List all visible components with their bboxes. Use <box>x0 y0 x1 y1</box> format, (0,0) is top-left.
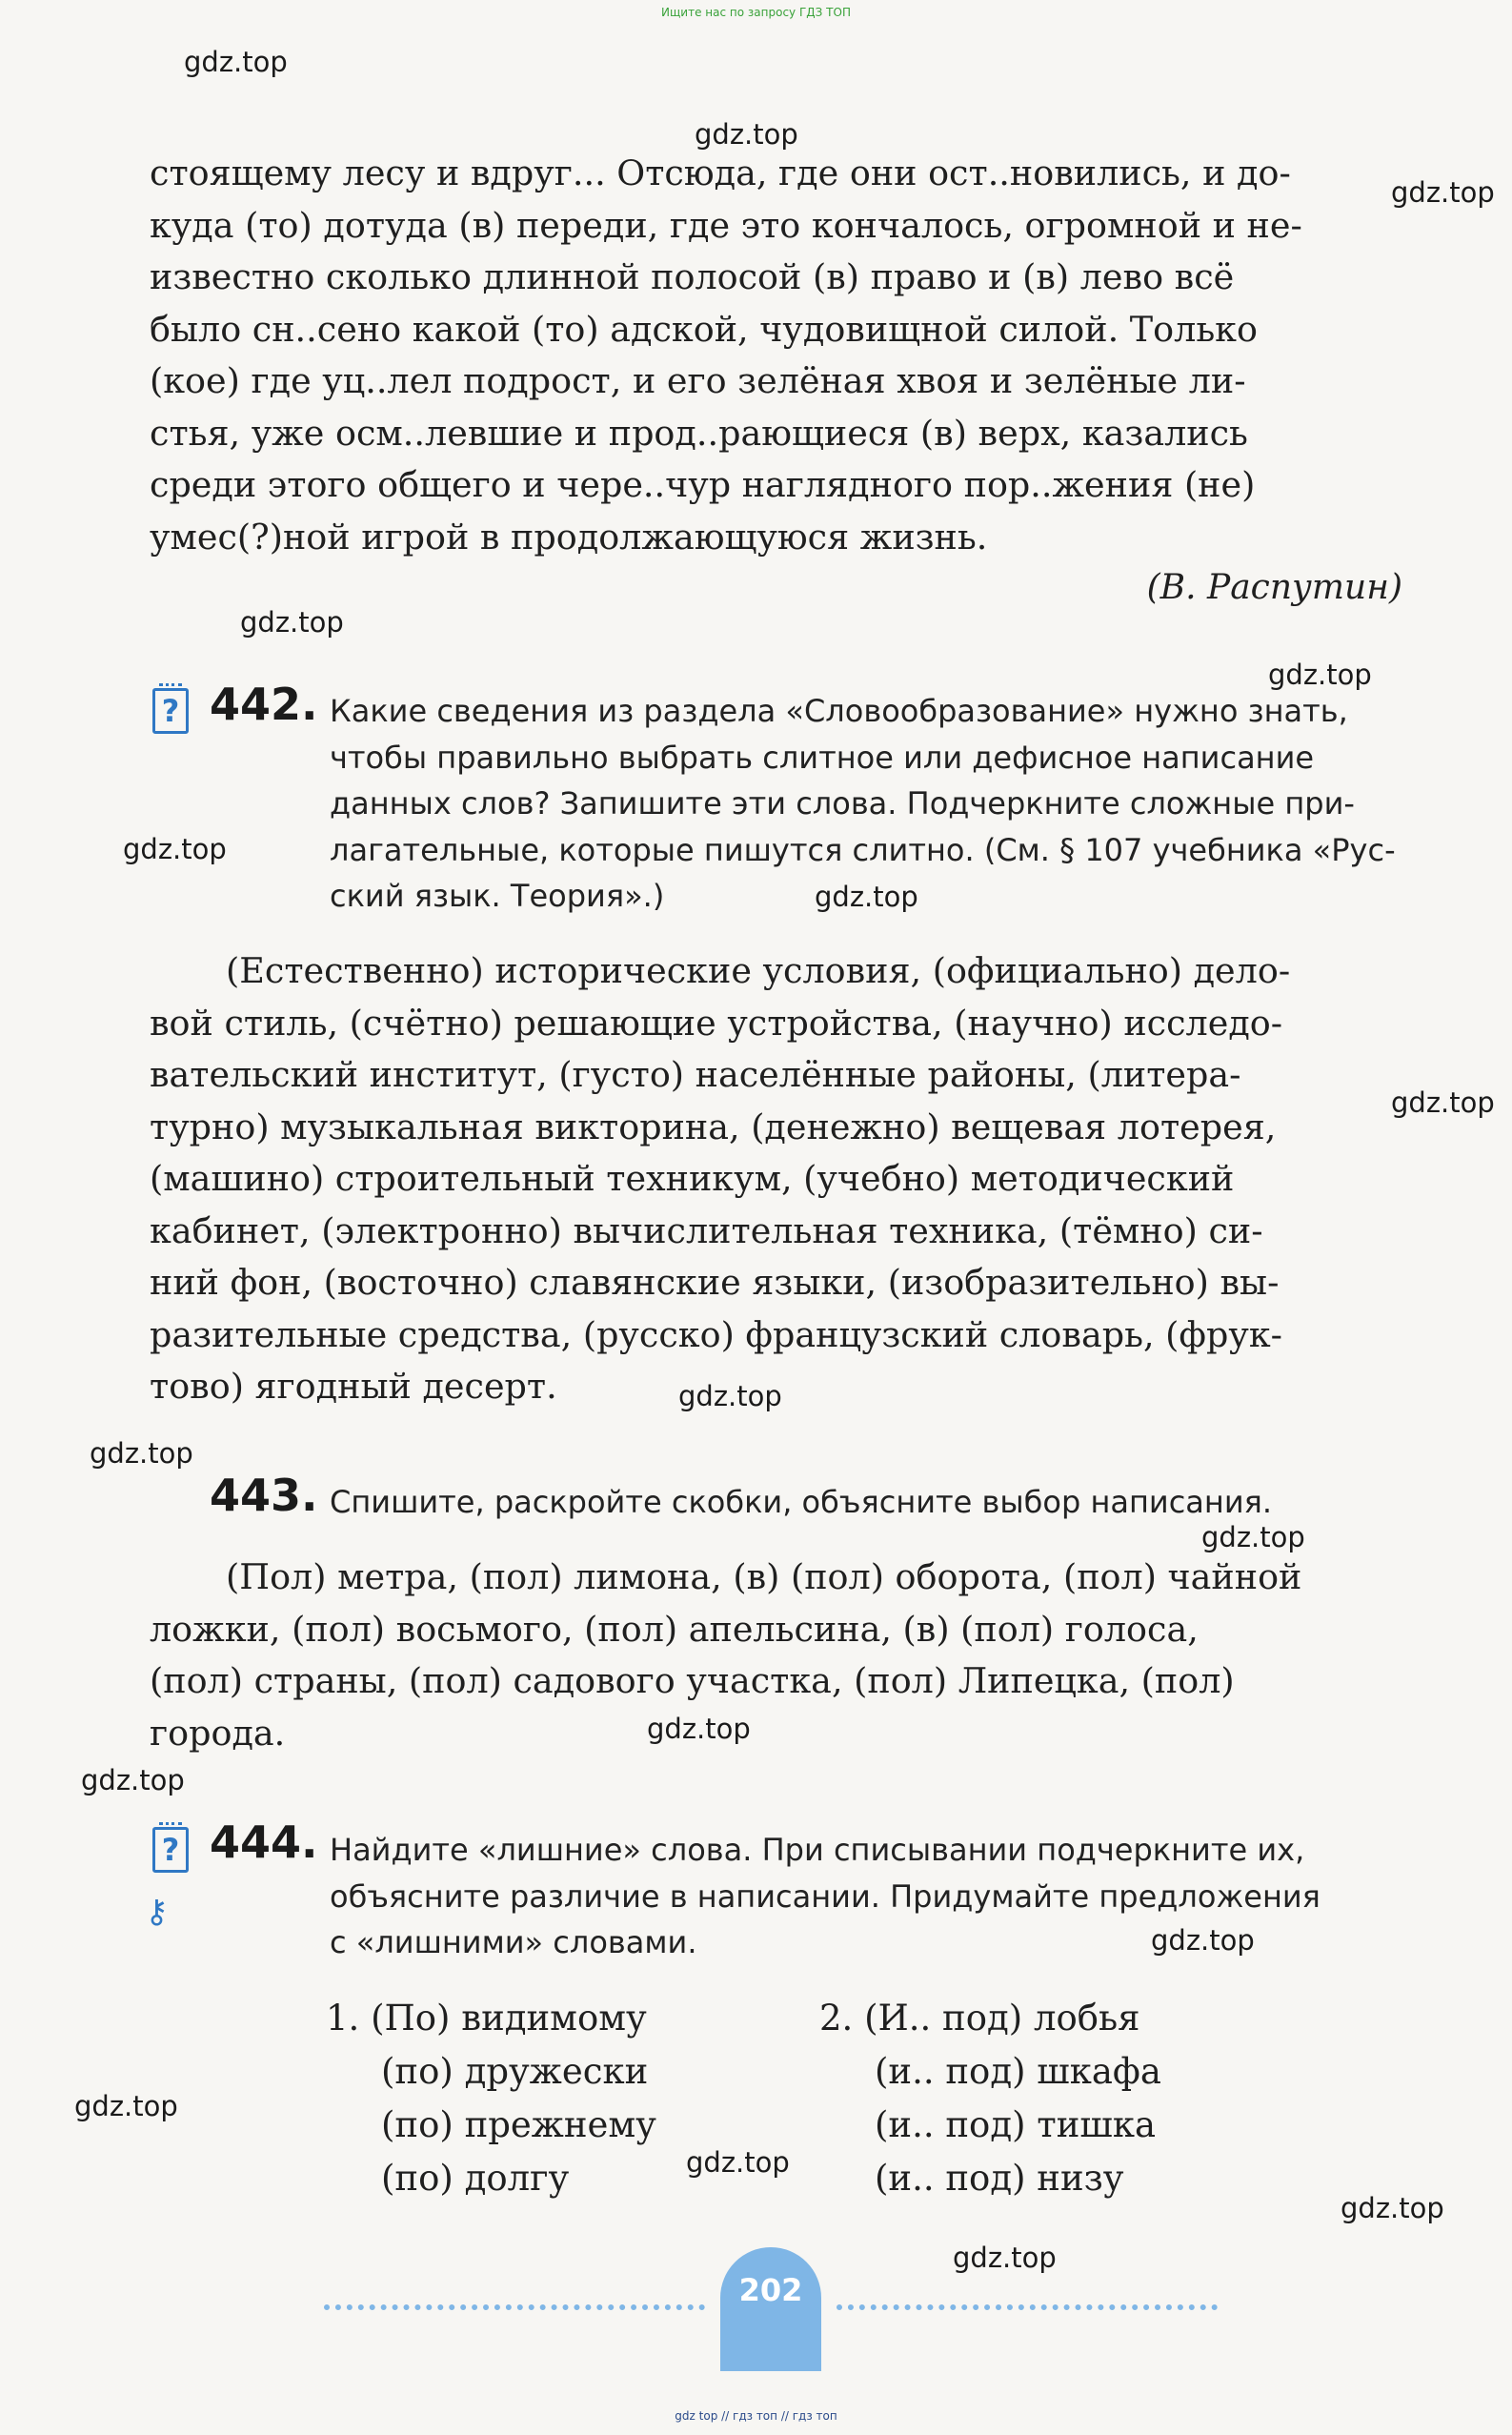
footer-dots-right <box>837 2304 1218 2316</box>
key-icon: ⚷ <box>145 1893 169 1931</box>
word-item: (и.. под) низу <box>875 2158 1124 2199</box>
watermark: gdz.top <box>1268 659 1372 691</box>
watermark: gdz.top <box>123 833 227 865</box>
exercise-line: разительные средства, (русско) французский словарь, (фрук- <box>150 1313 1282 1355</box>
word-item: (по) прежнему <box>381 2104 656 2145</box>
watermark: gdz.top <box>81 1764 185 1796</box>
instruction-line: Найдите «лишние» слова. При списывании подчеркните их, <box>330 1832 1305 1868</box>
word-item: (по) дружески <box>381 2051 649 2092</box>
instruction-line: объясните различие в написании. Придумайте предложения <box>330 1877 1320 1915</box>
exercise-line: ложки, (пол) восьмого, (пол) апельсина, (в) (пол) голоса, <box>150 1608 1199 1650</box>
exercise-line: вой стиль, (счётно) решающие устройства, (научно) исследо- <box>150 1002 1283 1044</box>
footer-dots-left <box>324 2304 705 2316</box>
passage-line: куда (то) дотуда (в) переди, где это кончалось, огромной и не- <box>150 204 1302 246</box>
watermark: gdz.top <box>74 2090 178 2122</box>
instruction-line: чтобы правильно выбрать слитное или дефисное написание <box>330 739 1315 776</box>
task-number-443: 443. <box>210 1470 318 1521</box>
exercise-line: города. <box>150 1712 286 1754</box>
question-book-icon: ? <box>152 1827 189 1873</box>
exercise-line: вательский институт, (густо) населённые районы, (литера- <box>150 1054 1241 1095</box>
exercise-line: тово) ягодный десерт. <box>150 1366 557 1407</box>
watermark: gdz.top <box>184 46 288 78</box>
passage-line: было сн..сено какой (то) адской, чудовищной силой. Только <box>150 308 1258 350</box>
word-column-2 <box>819 1992 1161 2205</box>
page-number-tab <box>720 2247 821 2371</box>
word-item: (по) долгу <box>381 2158 570 2199</box>
task-number-444: 444. <box>210 1816 318 1868</box>
exercise-line: (Естественно) исторические условия, (официально) дело- <box>226 950 1291 991</box>
watermark: gdz.top <box>953 2242 1057 2274</box>
instruction-line: с «лишними» словами. <box>330 1924 697 1960</box>
instruction-line: данных слов? Запишите эти слова. Подчеркните сложные при- <box>330 785 1355 822</box>
question-book-icon: ? <box>152 688 189 734</box>
watermark: gdz.top <box>1151 1924 1255 1957</box>
passage-line: умес(?)ной игрой в продолжающуюся жизнь. <box>150 516 988 558</box>
passage-line: известно сколько длинной полосой (в) право и (в) лево всё <box>150 256 1235 297</box>
top-banner: Ищите нас по запросу ГДЗ ТОП <box>661 6 851 19</box>
watermark: gdz.top <box>90 1437 193 1470</box>
task-443-exercise <box>150 1552 1402 1759</box>
exercise-line: ний фон, (восточно) славянские языки, (изобразительно) вы- <box>150 1262 1280 1303</box>
task-444-instructions <box>330 1827 1402 1966</box>
watermark: gdz.top <box>1391 176 1495 209</box>
bottom-banner: gdz top // гдз топ // гдз топ <box>675 2409 837 2423</box>
instruction-line: Какие сведения из раздела «Словообразование» нужно знать, <box>330 693 1348 729</box>
task-number-442: 442. <box>210 679 318 730</box>
word-item: 1. (По) видимому <box>326 1998 647 2039</box>
page-number: 202 <box>738 2272 803 2308</box>
word-item: 2. (И.. под) лобья <box>819 1998 1140 2039</box>
exercise-line: (Пол) метра, (пол) лимона, (в) (пол) оборота, (пол) чайной <box>226 1556 1302 1597</box>
watermark: gdz.top <box>1341 2192 1444 2224</box>
word-item: (и.. под) шкафа <box>875 2051 1161 2092</box>
task-443-instructions <box>330 1479 1402 1526</box>
passage-line: стоящему лесу и вдруг... Отсюда, где они ост..новились, и до- <box>150 152 1291 193</box>
exercise-line: турно) музыкальная викторина, (денежно) вещевая лотерея, <box>150 1106 1277 1147</box>
passage-author: (В. Распутин) <box>1146 568 1402 607</box>
watermark: gdz.top <box>815 881 918 913</box>
watermark: gdz.top <box>1391 1086 1495 1119</box>
watermark: gdz.top <box>695 118 798 151</box>
exercise-line: кабинет, (электронно) вычислительная техника, (тёмно) си- <box>150 1209 1263 1251</box>
task-442-exercise <box>150 945 1402 1413</box>
passage-line: (кое) где уц..лел подрост, и его зелёная хвоя и зелёные ли- <box>150 360 1246 401</box>
instruction-line: ский язык. Теория».) <box>330 878 665 914</box>
word-item: (и.. под) тишка <box>875 2104 1157 2145</box>
passage-line: среди этого общего и чере..чур наглядного пор..жения (не) <box>150 464 1256 505</box>
exercise-line: (машино) строительный техникум, (учебно) методический <box>150 1158 1235 1199</box>
watermark: gdz.top <box>240 606 344 639</box>
task-442-instructions <box>330 688 1402 920</box>
instruction-line: лагательные, которые пишутся слитно. (См. § 107 учебника «Рус- <box>330 831 1396 868</box>
watermark: gdz.top <box>678 1380 782 1412</box>
watermark: gdz.top <box>1201 1521 1305 1553</box>
word-column-1 <box>326 1992 656 2205</box>
watermark: gdz.top <box>647 1713 751 1745</box>
passage-line: стья, уже осм..левшие и прод..рающиеся (в) верх, казались <box>150 412 1248 454</box>
watermark: gdz.top <box>686 2146 790 2179</box>
passage <box>150 148 1402 563</box>
exercise-line: (пол) страны, (пол) садового участка, (пол) Липецка, (пол) <box>150 1660 1235 1701</box>
instruction-line: Спишите, раскройте скобки, объясните выбор написания. <box>330 1484 1273 1520</box>
